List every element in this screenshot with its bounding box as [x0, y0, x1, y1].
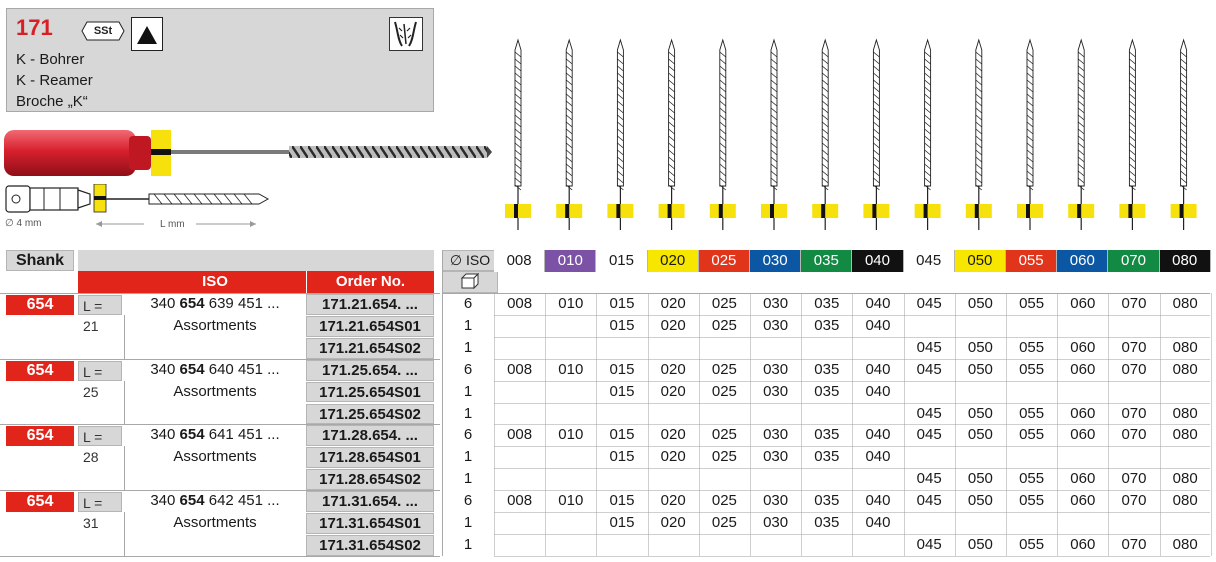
order-number: 171.28.654. ...: [306, 425, 434, 446]
size-cell: 060: [1070, 338, 1096, 356]
size-cell: 008: [507, 492, 533, 510]
iso-shank-code: 654: [179, 492, 205, 510]
order-number: 171.28.654S02: [306, 469, 434, 490]
size-cell: 015: [609, 295, 635, 312]
name-en: K - Reamer: [16, 72, 93, 89]
grid-left-border: [442, 250, 443, 556]
size-cell: 025: [711, 514, 737, 531]
size-cell: 040: [865, 295, 891, 312]
size-cell: 060: [1070, 404, 1096, 422]
size-cell: 020: [660, 426, 686, 444]
size-cell: 008: [507, 426, 533, 444]
column-divider: [750, 293, 751, 556]
size-cell: 020: [660, 316, 686, 334]
iso-shank-code: 654: [179, 426, 205, 444]
sst-label: SSt: [93, 25, 113, 37]
size-cell: 010: [558, 360, 584, 378]
size-header-040: 040: [852, 250, 903, 272]
size-cell: 015: [609, 426, 635, 444]
name-de: K - Bohrer: [16, 51, 85, 68]
column-divider: [801, 293, 802, 556]
size-cell: 015: [609, 514, 635, 531]
pack-quantity: 1: [463, 316, 473, 334]
size-cell: 055: [1019, 492, 1045, 510]
size-cell: 010: [558, 295, 584, 312]
size-cell: 035: [814, 426, 840, 444]
column-divider: [1160, 293, 1161, 556]
pack-quantity: 1: [463, 404, 473, 422]
size-cell: 030: [763, 295, 789, 312]
size-cell: 035: [814, 492, 840, 510]
length-label: L = 28: [78, 426, 122, 446]
size-cell: 080: [1172, 535, 1198, 553]
column-divider: [699, 293, 700, 556]
column-divider: [955, 293, 956, 556]
size-header-030: 030: [750, 250, 801, 272]
size-cell: 080: [1172, 338, 1198, 356]
size-cell: 080: [1172, 404, 1198, 422]
size-cell: 045: [916, 492, 942, 510]
iso-prefix: 340: [150, 426, 180, 444]
order-number: 171.31.654S01: [306, 513, 434, 534]
size-cell: 050: [967, 470, 993, 488]
size-cell: 025: [711, 316, 737, 334]
size-cell: 045: [916, 360, 942, 378]
size-cell: 045: [916, 470, 942, 488]
size-cell: 025: [711, 382, 737, 400]
size-cell: 040: [865, 448, 891, 466]
iso-prefix: Assortments: [173, 448, 257, 466]
order-number: 171.31.654S02: [306, 535, 434, 556]
column-divider: [1006, 293, 1007, 556]
length-label: L = 31: [78, 492, 122, 512]
size-cell: 040: [865, 360, 891, 378]
size-cell: 070: [1121, 492, 1147, 510]
size-cell: 030: [763, 448, 789, 466]
size-header-035: 035: [801, 250, 852, 272]
iso-prefix: Assortments: [173, 316, 257, 334]
size-cell: 060: [1070, 360, 1096, 378]
size-cell: 030: [763, 360, 789, 378]
product-number: 171: [16, 15, 53, 40]
size-cell: 030: [763, 514, 789, 531]
size-cell: 060: [1070, 426, 1096, 444]
size-cell: 050: [967, 492, 993, 510]
pack-quantity: 1: [463, 514, 473, 531]
size-cell: 035: [814, 316, 840, 334]
iso-column-header: ISO: [202, 273, 228, 290]
size-cell: 070: [1121, 426, 1147, 444]
column-divider: [852, 293, 853, 556]
iso-suffix: 642 451 ...: [204, 492, 280, 510]
size-cell: 060: [1070, 535, 1096, 553]
column-divider: [904, 293, 905, 556]
length-label: L = 21: [78, 295, 122, 315]
size-cell: 025: [711, 426, 737, 444]
size-cell: 025: [711, 448, 737, 466]
size-header-020: 020: [648, 250, 699, 272]
pack-quantity: 1: [463, 470, 473, 488]
order-number: 171.21.654S02: [306, 338, 434, 359]
iso-prefix: Assortments: [173, 514, 257, 531]
order-column-header: Order No.: [306, 271, 434, 293]
size-cell: 045: [916, 295, 942, 312]
name-fr: Broche „K“: [16, 93, 88, 110]
size-header-045: 045: [904, 250, 955, 272]
pack-quantity: 6: [463, 492, 473, 510]
pack-quantity: 1: [463, 382, 473, 400]
size-cell: 070: [1121, 295, 1147, 312]
size-cell: 015: [609, 448, 635, 466]
size-cell: 045: [916, 535, 942, 553]
pack-quantity: 6: [463, 295, 473, 312]
size-cell: 060: [1070, 470, 1096, 488]
size-cell: 050: [967, 404, 993, 422]
size-cell: 080: [1172, 470, 1198, 488]
size-cell: 020: [660, 448, 686, 466]
size-cell: 045: [916, 338, 942, 356]
size-cell: 035: [814, 448, 840, 466]
size-header-060: 060: [1057, 250, 1108, 272]
size-cell: 070: [1121, 535, 1147, 553]
size-cell: 035: [814, 295, 840, 312]
size-cell: 060: [1070, 492, 1096, 510]
iso-prefix: Assortments: [173, 382, 257, 400]
column-divider: [596, 293, 597, 556]
shank-badge: 654: [6, 426, 74, 446]
size-cell: 015: [609, 316, 635, 334]
order-number: 171.28.654S01: [306, 447, 434, 468]
iso-suffix: 640 451 ...: [204, 360, 280, 378]
size-cell: 015: [609, 382, 635, 400]
size-cell: 020: [660, 360, 686, 378]
size-cell: 035: [814, 382, 840, 400]
size-cell: 045: [916, 404, 942, 422]
size-cell: 070: [1121, 360, 1147, 378]
size-cell: 080: [1172, 360, 1198, 378]
iso-shank-code: 654: [179, 360, 205, 378]
size-cell: 035: [814, 360, 840, 378]
iso-prefix: 340: [150, 295, 180, 312]
size-header-025: 025: [699, 250, 750, 272]
pack-quantity: 1: [463, 448, 473, 466]
order-number: 171.25.654. ...: [306, 360, 434, 381]
size-cell: 030: [763, 426, 789, 444]
column-divider: [545, 293, 546, 556]
size-header-008: 008: [494, 250, 545, 272]
size-cell: 050: [967, 426, 993, 444]
size-cell: 070: [1121, 404, 1147, 422]
size-cell: 008: [507, 295, 533, 312]
column-divider: [1057, 293, 1058, 556]
size-cell: 055: [1019, 360, 1045, 378]
size-cell: 060: [1070, 295, 1096, 312]
size-cell: 025: [711, 492, 737, 510]
size-cell: 030: [763, 316, 789, 334]
size-cell: 045: [916, 426, 942, 444]
size-cell: 015: [609, 492, 635, 510]
order-number: 171.31.654. ...: [306, 491, 434, 512]
size-cell: 020: [660, 295, 686, 312]
size-cell: 070: [1121, 338, 1147, 356]
size-cell: 080: [1172, 492, 1198, 510]
size-header-055: 055: [1006, 250, 1057, 272]
size-cell: 015: [609, 360, 635, 378]
size-cell: 050: [967, 535, 993, 553]
pack-quantity: 1: [463, 535, 473, 553]
size-cell: 025: [711, 360, 737, 378]
size-cell: 040: [865, 316, 891, 334]
shank-header: Shank: [6, 250, 74, 271]
order-number: 171.25.654S02: [306, 404, 434, 425]
column-divider: [1211, 293, 1212, 556]
size-cell: 010: [558, 492, 584, 510]
size-cell: 055: [1019, 338, 1045, 356]
size-cell: 055: [1019, 295, 1045, 312]
size-cell: 008: [507, 360, 533, 378]
size-cell: 010: [558, 426, 584, 444]
size-cell: 030: [763, 382, 789, 400]
size-cell: 050: [967, 338, 993, 356]
size-cell: 050: [967, 295, 993, 312]
size-cell: 050: [967, 360, 993, 378]
shank-badge: 654: [6, 361, 74, 381]
size-cell: 055: [1019, 470, 1045, 488]
column-divider: [494, 293, 495, 556]
row-divider: [494, 556, 1210, 557]
iso-prefix: 340: [150, 492, 180, 510]
size-header-070: 070: [1108, 250, 1159, 272]
size-cell: 070: [1121, 470, 1147, 488]
size-cell: 055: [1019, 535, 1045, 553]
order-number: 171.25.654S01: [306, 382, 434, 403]
shank-badge: 654: [6, 492, 74, 512]
size-cell: 040: [865, 426, 891, 444]
size-header-015: 015: [596, 250, 647, 272]
column-divider: [1108, 293, 1109, 556]
size-cell: 040: [865, 382, 891, 400]
order-number: 171.21.654S01: [306, 316, 434, 337]
size-cell: 080: [1172, 295, 1198, 312]
pack-quantity: 1: [463, 338, 473, 356]
iso-grid-header: ∅ ISO: [442, 250, 498, 271]
length-label: L mm: [160, 219, 185, 230]
iso-prefix: 340: [150, 360, 180, 378]
size-cell: 025: [711, 295, 737, 312]
size-cell: 020: [660, 514, 686, 531]
size-header-010: 010: [545, 250, 596, 272]
length-label: L = 25: [78, 361, 122, 381]
order-number: 171.21.654. ...: [306, 294, 434, 315]
column-divider: [648, 293, 649, 556]
size-cell: 040: [865, 492, 891, 510]
pack-quantity: 6: [463, 360, 473, 378]
iso-suffix: 641 451 ...: [204, 426, 280, 444]
size-cell: 040: [865, 514, 891, 531]
diameter-label: ∅ 4 mm: [5, 218, 42, 229]
size-cell: 030: [763, 492, 789, 510]
size-cell: 055: [1019, 404, 1045, 422]
shank-badge: 654: [6, 295, 74, 315]
size-cell: 035: [814, 514, 840, 531]
size-cell: 080: [1172, 426, 1198, 444]
size-header-080: 080: [1160, 250, 1211, 272]
pack-quantity: 6: [463, 426, 473, 444]
size-cell: 020: [660, 492, 686, 510]
size-header-050: 050: [955, 250, 1006, 272]
size-cell: 020: [660, 382, 686, 400]
iso-shank-code: 654: [179, 295, 205, 312]
size-cell: 055: [1019, 426, 1045, 444]
iso-suffix: 639 451 ...: [204, 295, 280, 312]
